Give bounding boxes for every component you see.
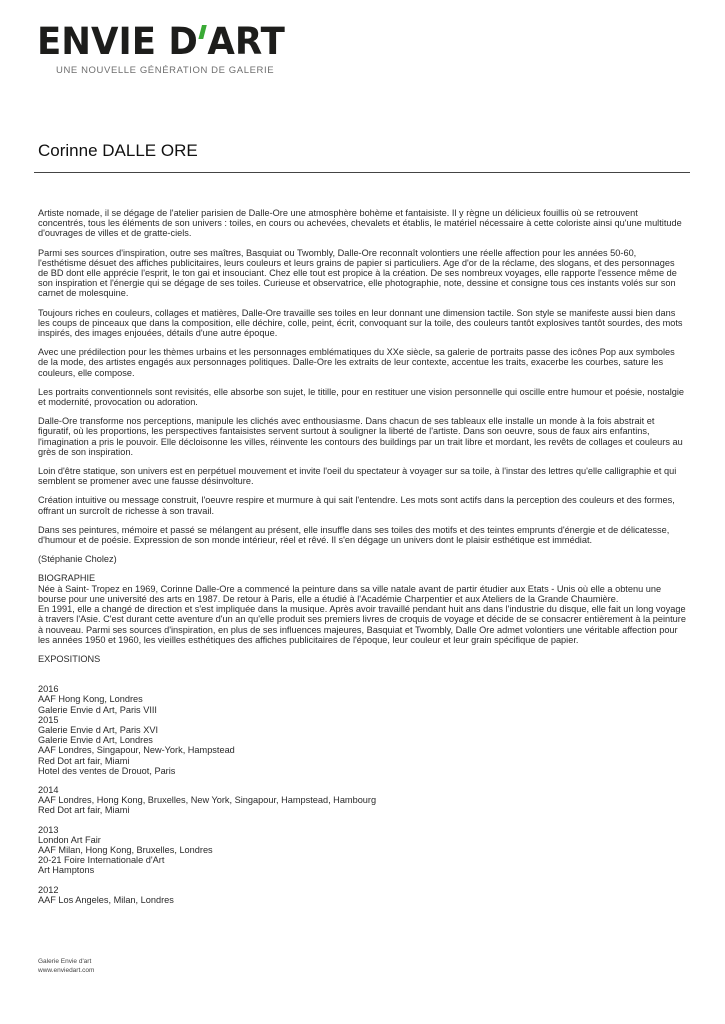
footer-website: www.enviedart.com (38, 967, 95, 974)
exhibition-item: Galerie Envie d Art, Paris XVI (38, 724, 158, 735)
page-footer (38, 957, 94, 975)
biography-text: En 1991, elle a changé de direction et s'est impliquée dans la musique. Après avoir travaillé pendant huit ans dans l'industrie du disque, elle fait un long voyage à travers l'Asie. C'est durant cette aventure d'un an qu'elle produit ses premiers livres de croquis de voyage et décide de se consacrer entièrement à la peinture à nouveau. Parmi ses sources d'inspiration, en plus de ses influences majeures, Basquiat et Twombly, Dalle Ore admet volontiers une véritable affection pour les années 1950 et 1960, les vieilles esthétiques des affiches publicitaires de l'époque, leur couleur et leur grain spécifique de papier. (38, 604, 686, 645)
exhibition-item: AAF Hong Kong, Londres (38, 694, 143, 705)
logo-main-text: ENVIE D (37, 20, 198, 63)
bio-paragraph: Loin d'être statique, son univers est en perpétuel mouvement et invite l'oeil du spectateur à voyager sur sa toile, à l'instar des lettres qu'elle calligraphie et qui semblent se promener avec une fausse désinvolture. (38, 466, 677, 487)
bio-paragraph: Les portraits conventionnels sont revisités, elle absorbe son sujet, le titille, pour en restituer une vision personnelle qui oscille entre humour et poésie, nostalgie et modernité, provocation ou adoration. (38, 386, 685, 408)
bio-paragraph: Parmi ses sources d'inspiration, outre ses maîtres, Basquiat ou Twombly, Dalle-Ore reconnaît volontiers une réelle affection pour les années 50-60, l'esthétisme désuet des affiches publicitaires, leurs couleurs et leurs grains de papier si particuliers. Age d'or de la réclame, des slogans, et des personnages de BD dont elle apprécie l'esprit, le ton gai et insouciant. Chez elle tout est propice à la création. De ses nombreux voyages, elle rapporte l'essence même de son inspiration et l'énergie qui se dégage de ses toiles. Curieuse et observatrice, elle photographie, note, dessine et consigne tous ces instants volés sur son carnet de molesquine. (38, 247, 677, 299)
exhibition-item: AAF Milan, Hong Kong, Bruxelles, Londres (38, 844, 213, 855)
bio-paragraph: Dans ses peintures, mémoire et passé se mélangent au présent, elle insuffle dans ses toiles des motifs et des teintes emprunts d'énergie et de délicatesse, d'humour et de poésie. Expression de son monde intérieur, réel et rêvé. Il s'en dégage un univers dont le plaisir esthétique est immédiat. (38, 524, 670, 546)
biography-text: Née à Saint- Tropez en 1969, Corinne Dalle-Ore a commencé la peinture dans sa ville natale avant de partir étudier aux Etats - Unis où elle a obtenu une bourse pour une université des arts en 1987. De retour à Paris, elle a étudié à l'Académie Charpentier et aux Ateliers de la Grande Chaumière. (38, 583, 662, 604)
bio-paragraph: Artiste nomade, il se dégage de l'atelier parisien de Dalle-Ore une atmosphère bohème et fantaisiste. Il y règne un délicieux fouillis où se retrouvent concentrés, tous les éléments de son univers : toiles, en cours ou achevées, chevalets et établis, le matériel nécessaire à cette coloriste ainsi qu'une multitude d'ouvrages de villes et de gratte-ciels. (38, 208, 682, 239)
exhibition-year: 2016 (38, 684, 59, 695)
exhibition-item: Art Hamptons (38, 865, 95, 876)
exhibition-item: AAF Londres, Hong Kong, Bruxelles, New York, Singapour, Hampstead, Hambourg (38, 795, 377, 806)
artist-description (38, 208, 686, 905)
exhibition-item: Red Dot art fair, Miami (38, 755, 130, 766)
logo-tagline: UNE NOUVELLE GÉNÉRATION DE GALERIE (56, 65, 275, 76)
logo-apostrophe-mark (198, 25, 206, 39)
exhibition-year: 2015 (38, 714, 59, 725)
footer-gallery-name: Galerie Envie d'art (38, 958, 92, 965)
exhibition-item: Red Dot art fair, Miami (38, 805, 130, 816)
exhibition-item: Hotel des ventes de Drouot, Paris (38, 765, 176, 776)
exhibition-year: 2012 (38, 884, 59, 895)
quote-author: (Stéphanie Cholez) (38, 554, 117, 565)
exhibition-item: Galerie Envie d Art, Londres (38, 735, 153, 746)
header-divider (34, 172, 690, 173)
logo-end-text: ART (207, 20, 285, 63)
biography-heading: BIOGRAPHIE (38, 573, 96, 584)
exhibition-item: Galerie Envie d Art, Paris VIII (38, 704, 157, 715)
exhibition-item: London Art Fair (38, 834, 101, 845)
expositions-heading: EXPOSITIONS (38, 653, 101, 664)
gallery-logo (37, 22, 295, 76)
exhibition-item: 20-21 Foire Internationale d'Art (38, 855, 165, 866)
exhibition-item: AAF Los Angeles, Milan, Londres (38, 894, 174, 905)
exhibition-item: AAF Londres, Singapour, New-York, Hampstead (38, 745, 235, 756)
exhibition-year: 2013 (38, 824, 59, 835)
bio-paragraph: Toujours riches en couleurs, collages et matières, Dalle-Ore travaille ses toiles en leur donnant une dimension tactile. Son style se manifeste aussi bien dans les coups de pinceaux que dans la composition, elle déchire, colle, peint, écrit, convoquant sur la toile, des couleurs tantôt explosives tantôt sourdes, des mots inspirés, des images enjouées, détails d'une autre époque. (38, 307, 683, 339)
bio-paragraph: Création intuitive ou message construit, l'oeuvre respire et murmure à qui sait l'entendre. Les mots sont actifs dans la perception des couleurs et des formes, offrant un surcroît de richesse à son travail. (38, 495, 675, 516)
exhibition-year: 2014 (38, 784, 59, 795)
bio-paragraph: Avec une prédilection pour les thèmes urbains et les personnages emblématiques du XXe siècle, sa galerie de portraits passe des icônes Pop aux symboles de la mode, des artistes engagés aux personnages politiques. Dalle-Ore les extraits de leur contexte, accentue les traits, exacerbe les courbes, sature les couleurs, elle compose. (38, 347, 675, 378)
logo-wordmark (37, 22, 285, 62)
artist-name: Corinne DALLE ORE (38, 141, 198, 160)
bio-paragraph: Dalle-Ore transforme nos perceptions, manipule les clichés avec enthousiasme. Dans chacun de ses tableaux elle installe un monde à la fois abstrait et figuratif, où les proportions, les perspectives fantaisistes servent surtout à souligner la liberté de l'artiste. Dans son oeuvre, sous de faux airs enfantins, l'imagination a pris le pouvoir. Elle décloisonne les villes, réinvente les contours des buildings par un trait libre et mordant, les revêts de collages et couleurs au grès de son inspiration. (38, 416, 683, 457)
